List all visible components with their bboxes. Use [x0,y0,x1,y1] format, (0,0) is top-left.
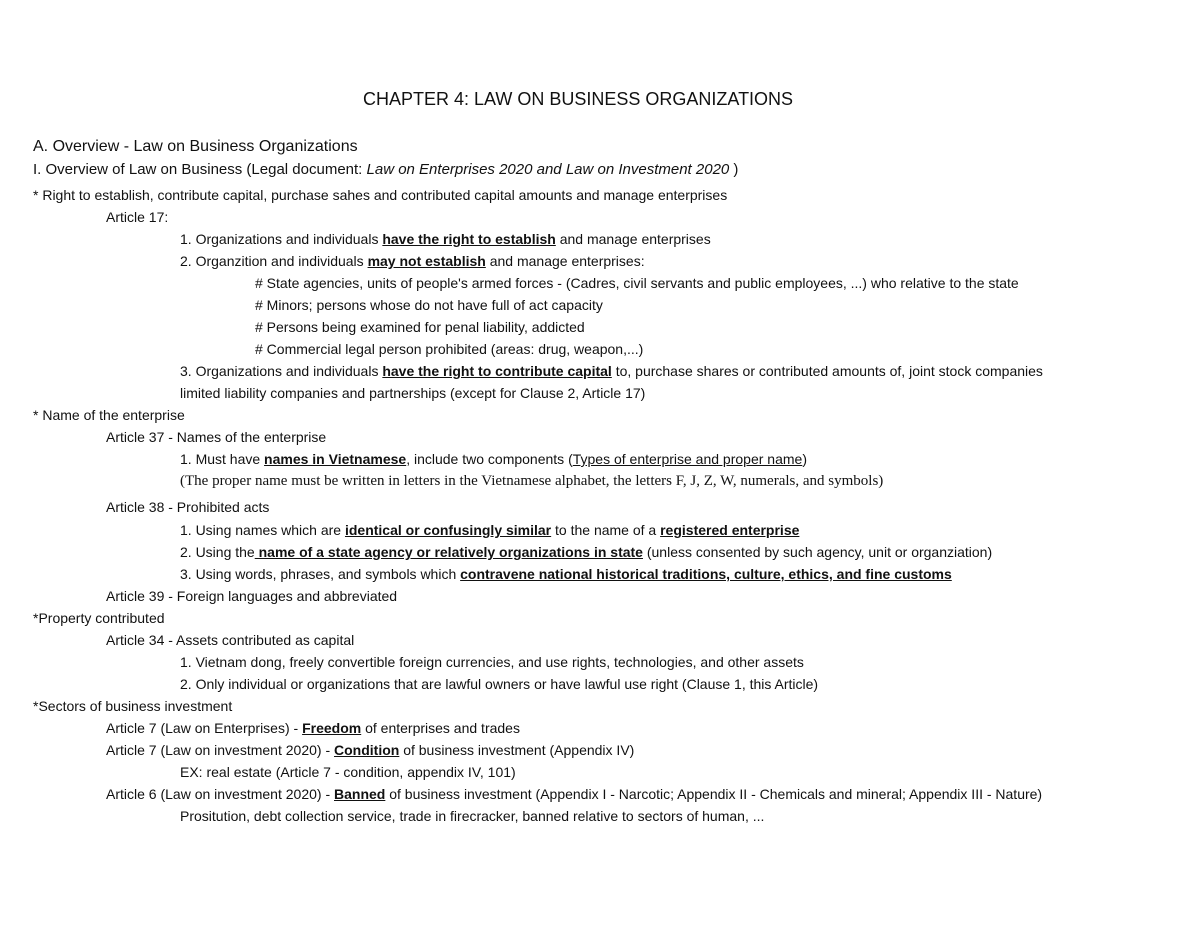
article-6-investment [106,785,1042,803]
article-37: Article 37 - Names of the enterprise [106,429,327,445]
right-heading: * Right to establish, contribute capital, purchase sahes and contributed capital amounts and manage enterprises [33,187,728,203]
article-17-item-2 [180,252,645,270]
item-text: 2. Using the [180,544,255,560]
item-emphasis: contravene national historical traditions, culture, ethics, and fine customs [460,566,952,582]
item-emphasis: registered enterprise [660,522,800,538]
article-17-item-3 [180,362,1043,380]
item-emphasis: identical or confusingly similar [344,522,552,538]
article-34-item-2: 2. Only individual or organizations that are lawful owners or have lawful use right (Clause 1, this Article) [180,676,819,692]
article-34: Article 34 - Assets contributed as capital [106,632,355,648]
item-emphasis: Banned [334,786,386,802]
item-text: Article 7 (Law on Enterprises) - [106,720,303,736]
item-text: of business investment (Appendix I - Narcotic; Appendix II - Chemicals and mineral; Appendix III - Nature) [385,786,1043,802]
item-emphasis: have the right to contribute capital [382,363,612,379]
article-38-item-3 [180,565,952,583]
item-text: of enterprises and trades [361,720,520,736]
item-emphasis: have the right to establish [382,231,556,247]
item-text: and manage enterprises: [485,253,645,269]
section-a-heading: A. Overview - Law on Business Organizations [33,138,358,155]
section-i-prefix: I. Overview of Law on Business (Legal document: [33,161,367,178]
item-emphasis: name of a state agency or relatively organizations in state [254,544,643,560]
article-17-item-3-cont: limited liability companies and partnerships (except for Clause 2, Article 17) [180,385,646,401]
article-37-note: (The proper name must be written in letters in the Vietnamese alphabet, the letters F, J, Z, W, numerals, and symbols) [180,473,884,489]
item-text: 1. Organizations and individuals [180,231,383,247]
item-text: ) [802,451,807,467]
article-17-item-1 [180,230,711,248]
item-text: 3. Organizations and individuals [180,363,383,379]
article-7-investment [106,741,634,759]
item-text: 1. Using names which are [180,522,345,538]
article-17: Article 17: [106,209,169,225]
item-text: 3. Using words, phrases, and symbols which [180,566,461,582]
item-text: to, purchase shares or contributed amounts of, joint stock companies [611,363,1043,379]
sectors-heading: *Sectors of business investment [33,698,233,714]
item-text: of business investment (Appendix IV) [399,742,635,758]
section-i-suffix: ) [729,161,739,178]
item-emphasis: names in Vietnamese [264,451,407,467]
article-6-cont: Prositution, debt collection service, trade in firecracker, banned relative to sectors of human, ... [180,808,765,824]
article-17-sub-3: # Persons being examined for penal liability, addicted [255,319,585,335]
name-heading: * Name of the enterprise [33,407,185,423]
item-emphasis: Condition [334,742,400,758]
item-text: , include two components ( [406,451,573,467]
page-title: CHAPTER 4: LAW ON BUSINESS ORGANIZATIONS [363,89,794,109]
item-text: Article 6 (Law on investment 2020) - [106,786,334,802]
article-39: Article 39 - Foreign languages and abbreviated [106,588,398,604]
article-17-sub-4: # Commercial legal person prohibited (areas: drug, weapon,...) [255,341,644,357]
article-7-enterprises [106,719,520,737]
item-text: 1. Must have [180,451,265,467]
example-line: EX: real estate (Article 7 - condition, appendix IV, 101) [180,764,516,780]
article-38: Article 38 - Prohibited acts [106,499,270,515]
article-38-item-2 [180,543,992,561]
item-text: and manage enterprises [555,231,711,247]
item-text: to the name of a [551,522,661,538]
item-emphasis: Freedom [302,720,362,736]
article-38-item-1 [180,521,799,539]
item-emphasis: may not establish [367,253,486,269]
article-37-item-1 [180,450,807,468]
item-text: (unless consented by such agency, unit or organziation) [642,544,993,560]
property-heading: *Property contributed [33,610,165,626]
article-17-sub-2: # Minors; persons whose do not have full of act capacity [255,297,603,313]
article-34-item-1: 1. Vietnam dong, freely convertible foreign currencies, and use rights, technologies, and other assets [180,654,804,670]
section-i-italic: Law on Enterprises 2020 and Law on Investment 2020 [366,161,730,178]
item-underline: Types of enterprise and proper name [572,451,803,467]
section-i-heading [33,160,738,179]
item-text: 2. Organzition and individuals [180,253,368,269]
item-text: Article 7 (Law on investment 2020) - [106,742,334,758]
article-17-sub-1: # State agencies, units of people's armed forces - (Cadres, civil servants and public employees, ...) who relative to the state [255,275,1019,291]
